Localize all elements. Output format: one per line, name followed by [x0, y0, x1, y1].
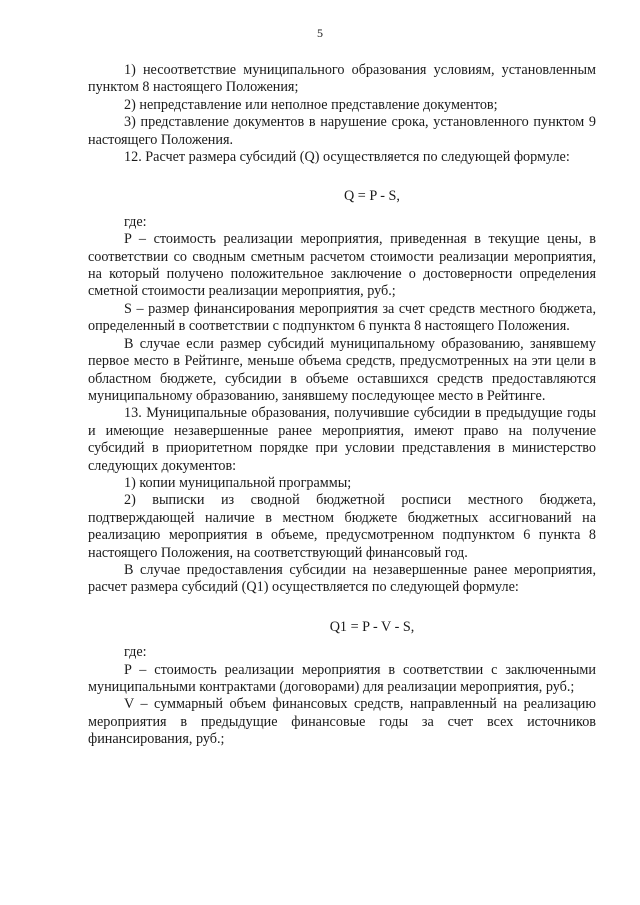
- list-item-1: 1) несоответствие муниципального образования условиям, установленным пунктом 8 настоящего Положения;: [88, 62, 596, 96]
- definition-s: S – размер финансирования мероприятия за счет средств местного бюджета, определенный в соответствии с подпунктом 6 пункта 8 настоящего Положения.: [88, 300, 596, 335]
- unfinished-measures-paragraph: В случае предоставления субсидии на незавершенные ранее мероприятия, расчет размера субсидий (Q1) осуществляется по следующей формуле:: [88, 561, 596, 596]
- document-item-1: 1) копии муниципальной программы;: [124, 474, 352, 491]
- document-body: [88, 62, 596, 749]
- list-item-2: 2) непредставление или неполное представление документов;: [124, 96, 498, 113]
- where-label-1: где:: [124, 213, 147, 230]
- clause-13: 13. Муниципальные образования, получившие субсидии в предыдущие годы и имеющие незавершенные ранее мероприятия, имеют право на получение субсидий в приоритетном порядке при условии представления в министерство следующих документов:: [88, 405, 596, 474]
- list-item-3: 3) представление документов в нарушение срока, установленного пунктом 9 настоящего Положения.: [88, 114, 596, 148]
- page-number: 5: [317, 26, 323, 40]
- formula-q: Q = P - S,: [344, 188, 400, 205]
- where-label-2: где:: [124, 644, 147, 661]
- definition-p: P – стоимость реализации мероприятия, приведенная в текущие цены, в соответствии со сводным сметным расчетом стоимости реализации мероприятия, на который получено положительное заключение о достоверности определения сметной стоимости реализации мероприятия, руб.;: [88, 231, 596, 300]
- document-item-2: 2) выписки из сводной бюджетной росписи местного бюджета, подтверждающей наличие в местном бюджете бюджетных ассигнований на реализацию мероприятия в объеме, предусмотренном подпунктом 6 пункта 8 настоящего Положения, на соответствующий финансовый год.: [88, 492, 596, 561]
- remaining-funds-paragraph: В случае если размер субсидий муниципальному образованию, занявшему первое место в Рейтинге, меньше объема средств, предусмотренных на эти цели в областном бюджете, субсидии в объеме оставшихся средств предоставляются муниципальному образованию, занявшему последующее место в Рейтинге.: [88, 335, 596, 404]
- definition-v: V – суммарный объем финансовых средств, направленный на реализацию мероприятия в предыдущие финансовые годы за счет всех источников финансирования, руб.;: [88, 696, 596, 748]
- clause-12: 12. Расчет размера субсидий (Q) осуществляется по следующей формуле:: [124, 149, 570, 166]
- formula-q1: Q1 = P - V - S,: [329, 618, 415, 635]
- definition-p-contracts: P – стоимость реализации мероприятия в соответствии с заключенными муниципальными контрактами (договорами) для реализации мероприятия, руб.;: [88, 661, 596, 695]
